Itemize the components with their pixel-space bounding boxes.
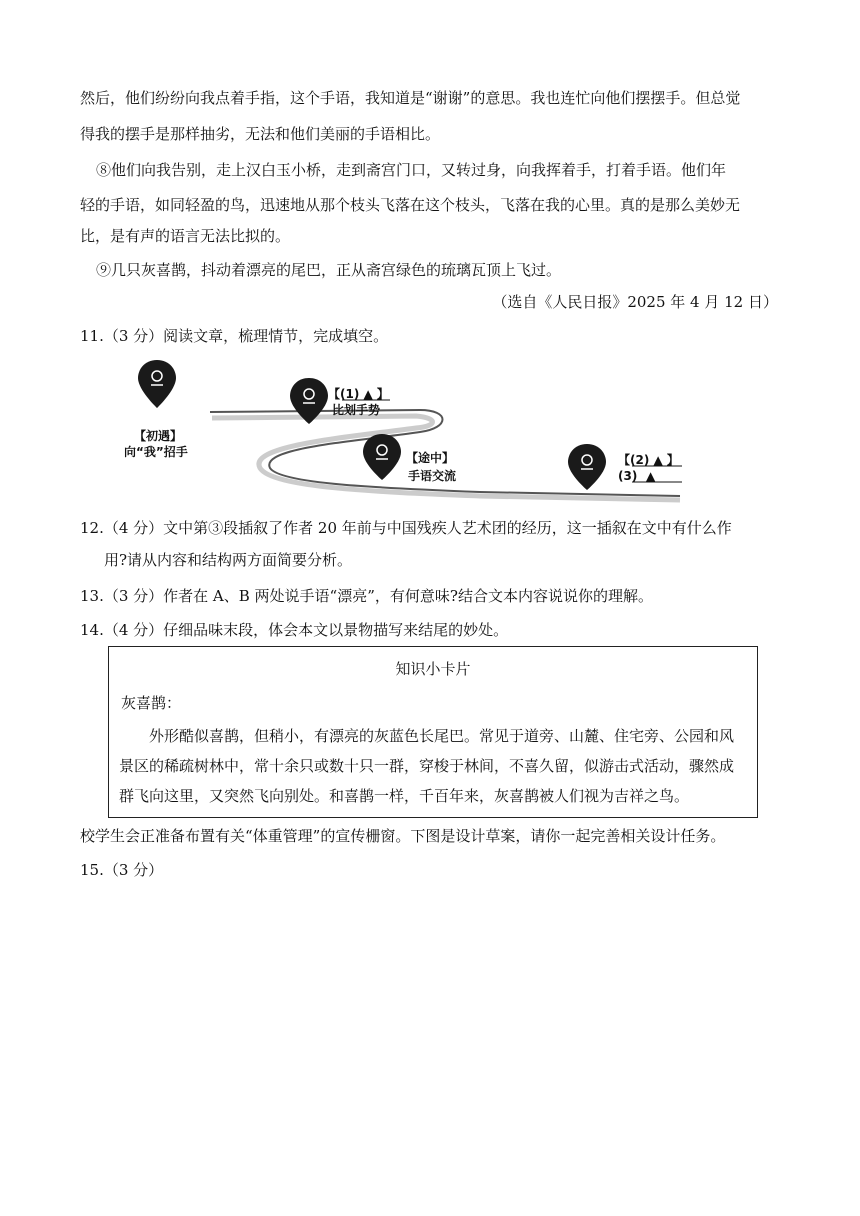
card-title: 知识小卡片 — [395, 660, 471, 678]
stage1-label-line2: 向“我”招手 — [124, 445, 188, 459]
question-13: 13.（3 分）作者在 A、B 两处说手语“漂亮”，有何意味?结合文本内容说说你的理解。 — [80, 587, 653, 605]
location-pin-icon — [138, 360, 176, 408]
location-pin-icon — [363, 434, 401, 480]
section-intro: 校学生会正准备布置有关“体重管理”的宣传栅窗。下图是设计草案，请你一起完善相关设计任务。 — [80, 827, 726, 845]
stage2-blank: 【(1) ▲ 】 — [328, 387, 389, 401]
knowledge-card — [108, 646, 758, 818]
question-14: 14.（4 分）仔细品味末段，体会本文以景物描写来结尾的妙处。 — [80, 621, 509, 639]
stage1-label-line1: 【初遇】 — [134, 429, 183, 443]
article-paragraph-line: 得我的摆手是那样抽劣，无法和他们美丽的手语相比。 — [80, 125, 441, 143]
question-15: 15.（3 分） — [80, 861, 164, 879]
stage2-label: 比划手势 — [332, 403, 381, 417]
plot-diagram — [120, 356, 720, 506]
article-source: （选自《人民日报》2025 年 4 月 12 日） — [492, 293, 778, 311]
question-12-line: 用?请从内容和结构两方面简要分析。 — [104, 551, 353, 569]
stage4-blank-3-number: (3) — [618, 469, 638, 483]
stage3-label-line2: 手语交流 — [408, 469, 457, 483]
stage4-blank-3-mark: ▲ — [646, 469, 656, 483]
location-pin-icon — [568, 444, 606, 490]
article-paragraph-8-line: 比，是有声的语言无法比拟的。 — [80, 227, 291, 245]
stage4-blank-2: 【(2) ▲ 】 — [618, 453, 679, 467]
card-body-line: 景区的稀疏树林中，常十余只或数十只一群，穿梭于林间，不喜久留，似游击式活动，骤然成 — [119, 757, 735, 775]
article-paragraph-9: ⑨几只灰喜鹊，抖动着漂亮的尾巴，正从斋宫绿色的琉璃瓦顶上飞过。 — [96, 261, 562, 279]
card-body — [119, 721, 749, 811]
question-11: 11.（3 分）阅读文章，梳理情节，完成填空。 — [80, 327, 389, 345]
article-paragraph-8-line: ⑧他们向我告别，走上汉白玉小桥，走到斋宫门口，又转过身，向我挥着手，打着手语。他们年 — [96, 161, 727, 179]
question-12-line: 12.（4 分）文中第③段插叙了作者 20 年前与中国残疾人艺术团的经历，这一插叙在文中有什么作 — [80, 519, 732, 537]
article-paragraph-line: 然后，他们纷纷向我点着手指，这个手语，我知道是“谢谢”的意思。我也连忙向他们摆摆手。但总觉 — [80, 89, 741, 107]
card-body-line: 外形酷似喜鹊，但稍小，有漂亮的灰蓝色长尾巴。常见于道旁、山麓、住宅旁、公园和风 — [119, 727, 735, 745]
stage3-label-line1: 【途中】 — [406, 451, 455, 465]
card-subject: 灰喜鹊： — [121, 694, 182, 712]
article-paragraph-8-line: 轻的手语，如同轻盈的鸟，迅速地从那个枝头飞落在这个枝头，飞落在我的心里。真的是那么美妙无 — [80, 196, 741, 214]
card-body-line: 群飞向这里，又突然飞向别处。和喜鹊一样，千百年来，灰喜鹊被人们视为吉祥之鸟。 — [119, 787, 690, 805]
